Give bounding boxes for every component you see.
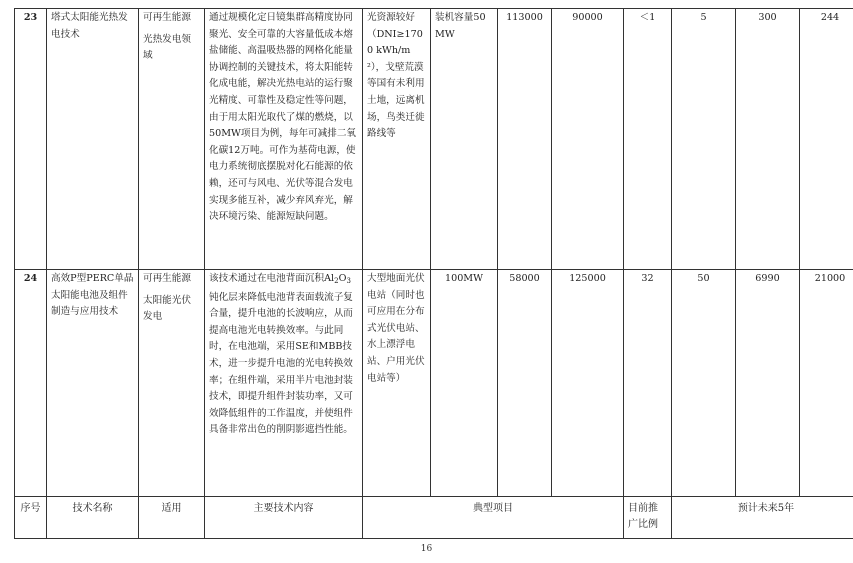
project-benefit: 125000 — [552, 270, 624, 497]
scope-field: 光热发电领域 — [143, 33, 191, 62]
technology-content: 通过规模化定日镜集群高精度协同聚光、安全可靠的大容量低成本熔盐储能、高温吸热器的网格化能量协调控制的关键技术，将太阳能转化成电能，解决光热电站的运行聚光精度、可靠性及稳定性等问题，由于用太阳光取代了煤的燃烧，以50MW项目为例，每年可减排二氧化碳12万吨。可作为基荷电源，使电力系统彻底摆脱对化石能源的依赖，还可与风电、光伏等混合发电实现多能互补，减少弃风弃光，解决环境污染、能源短缺问题。 — [205, 9, 363, 270]
header-typical-project: 典型项目 — [363, 497, 624, 539]
application-scope — [139, 270, 205, 497]
future-benefit: 21000 — [800, 270, 853, 497]
technology-name: 塔式太阳能光热发电技术 — [47, 9, 139, 270]
page-number: 16 — [420, 544, 433, 554]
future-benefit: 244 — [800, 9, 853, 270]
content-text-rest: 钝化层来降低电池背表面载流子复合量，提升电池的长波响应，从而提高电池光电转换效率。与此同时，在电池端，采用SE和MBB技术，进一步提升电池的光电转换效率；在组件端，采用半片电池封装技术，即提升组件封装功率，又可效降低组件的工作温度，并使组件具备非常出色的削阴影遮挡性能。 — [209, 291, 353, 436]
table-header-row — [15, 497, 853, 539]
application-conditions: 光资源较好（DNI≥1700 kWh/m²），戈壁荒漠等国有未利用土地，远离机场，鸟类迁徙路线等 — [363, 9, 431, 270]
header-scope: 适用 — [139, 497, 205, 539]
application-scope — [139, 9, 205, 270]
scope-category: 可再生能源 — [143, 273, 191, 284]
technology-table — [14, 8, 853, 539]
project-scale: 装机容量50MW — [431, 9, 498, 270]
technology-content — [205, 270, 363, 497]
header-future-five-years: 预计未来5年 — [672, 497, 853, 539]
subscript-2: 2 — [334, 277, 339, 285]
scope-category: 可再生能源 — [143, 12, 191, 23]
current-promotion-ratio: 32 — [624, 270, 672, 497]
project-investment: 113000 — [498, 9, 552, 270]
future-investment: 6990 — [736, 270, 800, 497]
table-row — [15, 270, 853, 497]
scope-field: 太阳能光伏发电 — [143, 294, 191, 323]
content-text-start: 该技术通过在电池背面沉积Al — [209, 273, 335, 284]
future-promotion-ratio: 5 — [672, 9, 736, 270]
content-text-oxygen: O — [338, 273, 347, 284]
project-benefit: 90000 — [552, 9, 624, 270]
project-scale: 100MW — [431, 270, 498, 497]
technology-name: 高效P型PERC单晶太阳能电池及组件制造与应用技术 — [47, 270, 139, 497]
future-investment: 300 — [736, 9, 800, 270]
header-number: 序号 — [15, 497, 47, 539]
subscript-3: 3 — [346, 277, 351, 285]
application-conditions: 大型地面光伏电站（同时也可应用在分布式光伏电站、水上漂浮电站、户用光伏电站等） — [363, 270, 431, 497]
project-investment: 58000 — [498, 270, 552, 497]
current-promotion-ratio: ＜1 — [624, 9, 672, 270]
future-promotion-ratio: 50 — [672, 270, 736, 497]
header-current-ratio: 目前推广比例 — [624, 497, 672, 539]
header-name: 技术名称 — [47, 497, 139, 539]
row-number: 24 — [15, 270, 47, 497]
table-row — [15, 9, 853, 270]
row-number: 23 — [15, 9, 47, 270]
header-content: 主要技术内容 — [205, 497, 363, 539]
